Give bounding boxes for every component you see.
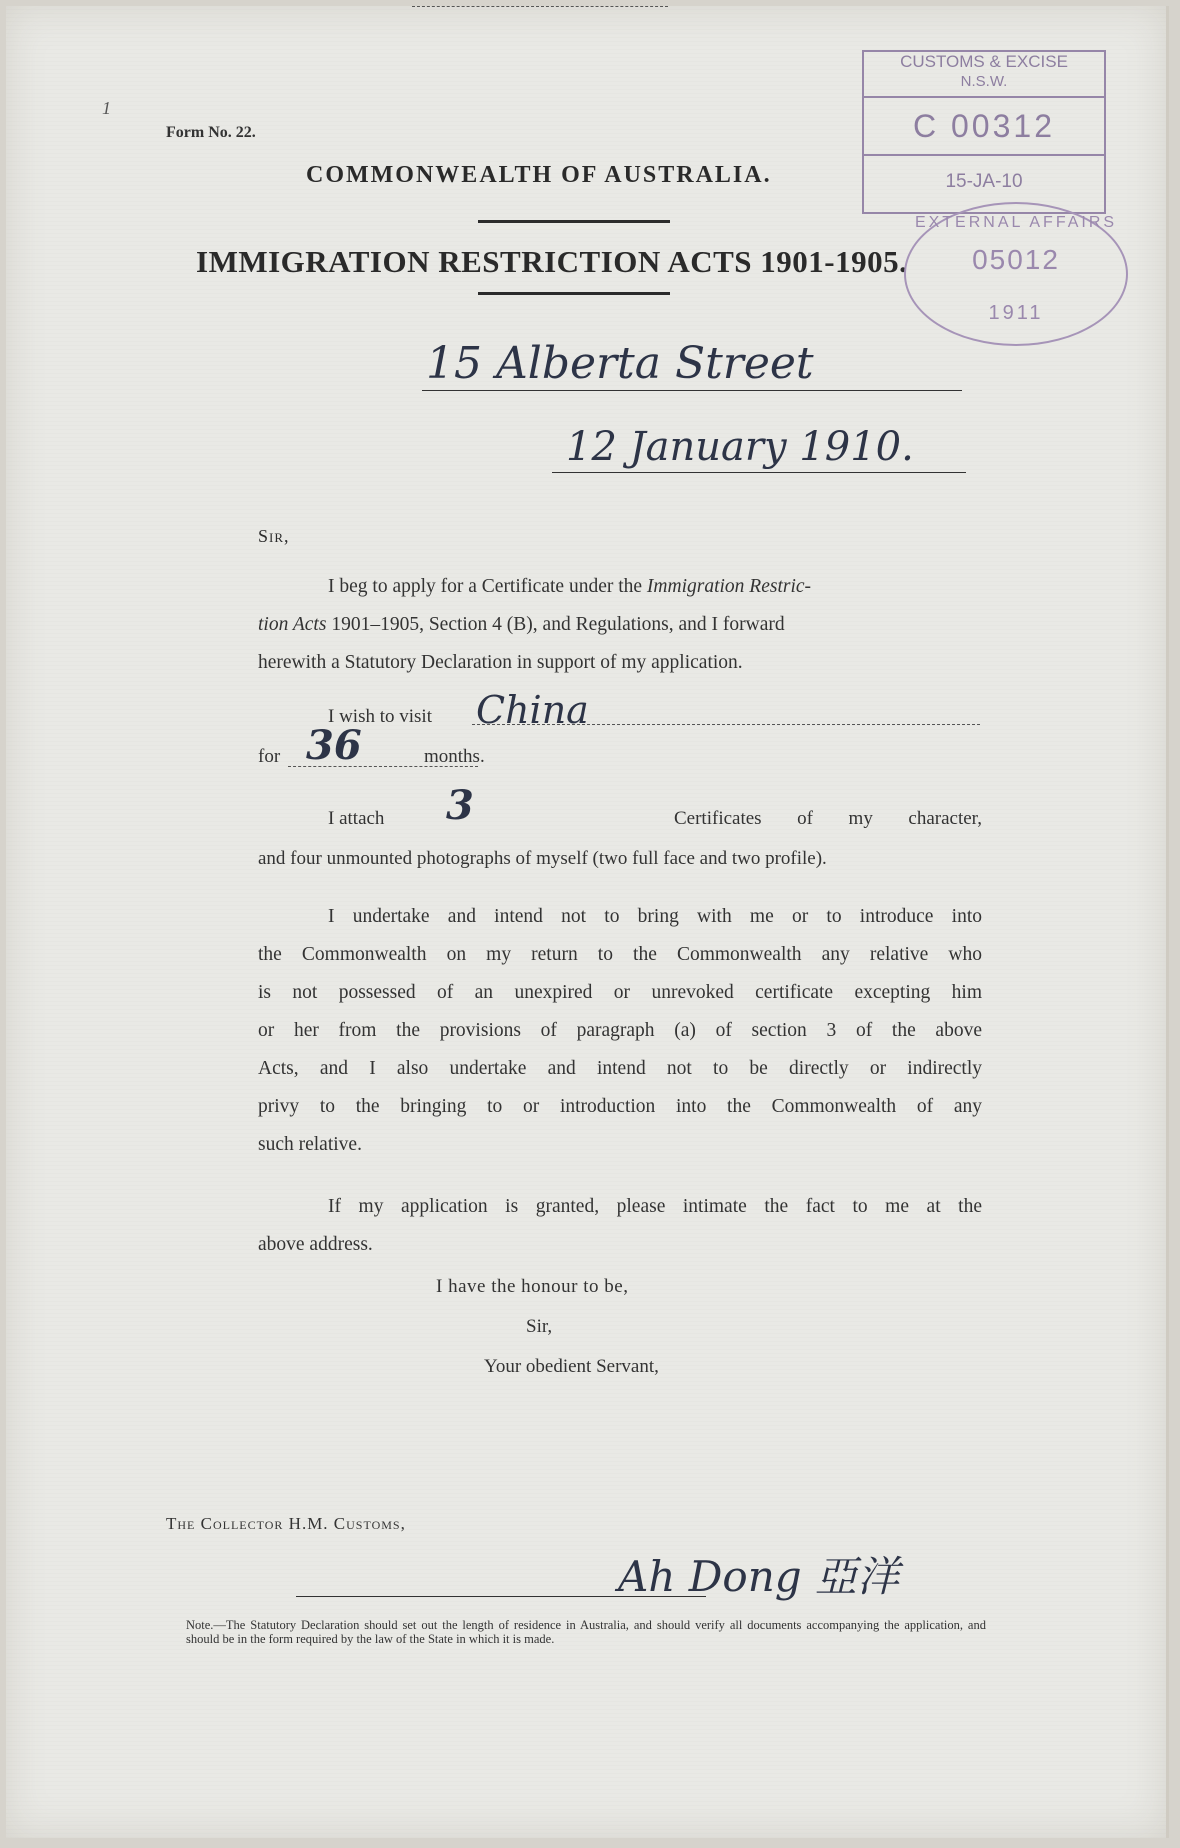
undertaking-line: or her from the provisions of paragraph (a) of section 3 of the above xyxy=(258,1020,982,1041)
granted-line: If my application is granted, please intimate the fact to me at the xyxy=(328,1196,982,1217)
application-paragraph xyxy=(258,568,982,682)
oval-stamp-year: 1911 xyxy=(988,302,1044,324)
paragraph1-text: I beg to apply for a Certificate under the xyxy=(328,576,647,597)
document-page xyxy=(6,6,1169,1838)
stamp-state: N.S.W. xyxy=(960,73,1008,90)
salutation: Sir, xyxy=(258,526,290,546)
attach-count: 3 xyxy=(446,782,474,829)
closing-line-2: Sir, xyxy=(526,1316,553,1337)
paragraph1-text-3: herewith a Statutory Declaration in support of my application. xyxy=(258,652,743,673)
signature: Ah Dong 亞洋 xyxy=(618,1552,899,1601)
undertaking-line: the Commonwealth on my return to the Commonwealth any relative who xyxy=(258,944,982,965)
undertaking-line: I undertake and intend not to bring with me or to introduce into xyxy=(328,906,982,927)
customs-stamp xyxy=(862,50,1106,214)
closing-line-3: Your obedient Servant, xyxy=(484,1356,659,1377)
corner-mark: 1 xyxy=(102,98,111,118)
paragraph1-italic-2: tion Acts xyxy=(258,614,327,635)
paragraph1-text-2: 1901–1905, Section 4 (B), and Regulations, and I forward xyxy=(326,614,785,635)
undertaking-line: is not possessed of an unexpired or unrevoked certificate excepting him xyxy=(258,982,982,1003)
oval-stamp-text: EXTERNAL AFFAIRS xyxy=(914,214,1118,231)
closing-line-1: I have the honour to be, xyxy=(436,1276,629,1297)
stamp-dept: CUSTOMS & EXCISE xyxy=(900,52,1068,71)
undertaking-line: Acts, and I also undertake and intend not to be directly or indirectly xyxy=(258,1058,982,1079)
months-suffix: months. xyxy=(424,746,485,767)
form-number: Form No. 22. xyxy=(166,124,256,141)
visit-prefix: I wish to visit xyxy=(328,706,432,727)
title-rule-bottom xyxy=(478,292,670,295)
stamp-date: 15-JA-10 xyxy=(945,171,1023,192)
oval-stamp-number: 05012 xyxy=(972,244,1060,275)
address-line xyxy=(422,390,962,391)
attach-prefix: I attach xyxy=(328,808,385,829)
paragraph1-italic: Immigration Restric- xyxy=(646,576,812,597)
undertaking-paragraph xyxy=(258,898,982,1164)
footnote: Note.—The Statutory Declaration should set out the length of residence in Australia, and should verify all documents accompanying the application, and should be in the form required by the law of the State in which it is made. xyxy=(186,1618,986,1646)
visit-destination: China xyxy=(476,688,589,732)
date-line xyxy=(552,472,966,473)
heading: COMMONWEALTH OF AUSTRALIA. xyxy=(306,162,772,188)
handwritten-address: 15 Alberta Street xyxy=(426,338,814,389)
granted-line: above address. xyxy=(258,1234,373,1255)
for-prefix: for xyxy=(258,746,281,767)
granted-paragraph xyxy=(258,1188,982,1264)
stamp-number: C 00312 xyxy=(864,98,1104,156)
external-affairs-stamp xyxy=(904,202,1128,346)
undertaking-line: such relative. xyxy=(258,1134,362,1155)
collector-address: The Collector H.M. Customs, xyxy=(166,1514,406,1533)
attach-field-line xyxy=(412,6,668,7)
attach-suffix: Certificates of my character, xyxy=(674,808,982,829)
attach-line-2: and four unmounted photographs of myself (two full face and two profile). xyxy=(258,848,827,869)
handwritten-date: 12 January 1910. xyxy=(566,424,914,470)
title-rule-top xyxy=(478,220,670,223)
document-title: IMMIGRATION RESTRICTION ACTS 1901-1905. xyxy=(196,244,908,279)
undertaking-line: privy to the bringing to or introduction into the Commonwealth of any xyxy=(258,1096,982,1117)
months-value: 36 xyxy=(306,722,362,769)
